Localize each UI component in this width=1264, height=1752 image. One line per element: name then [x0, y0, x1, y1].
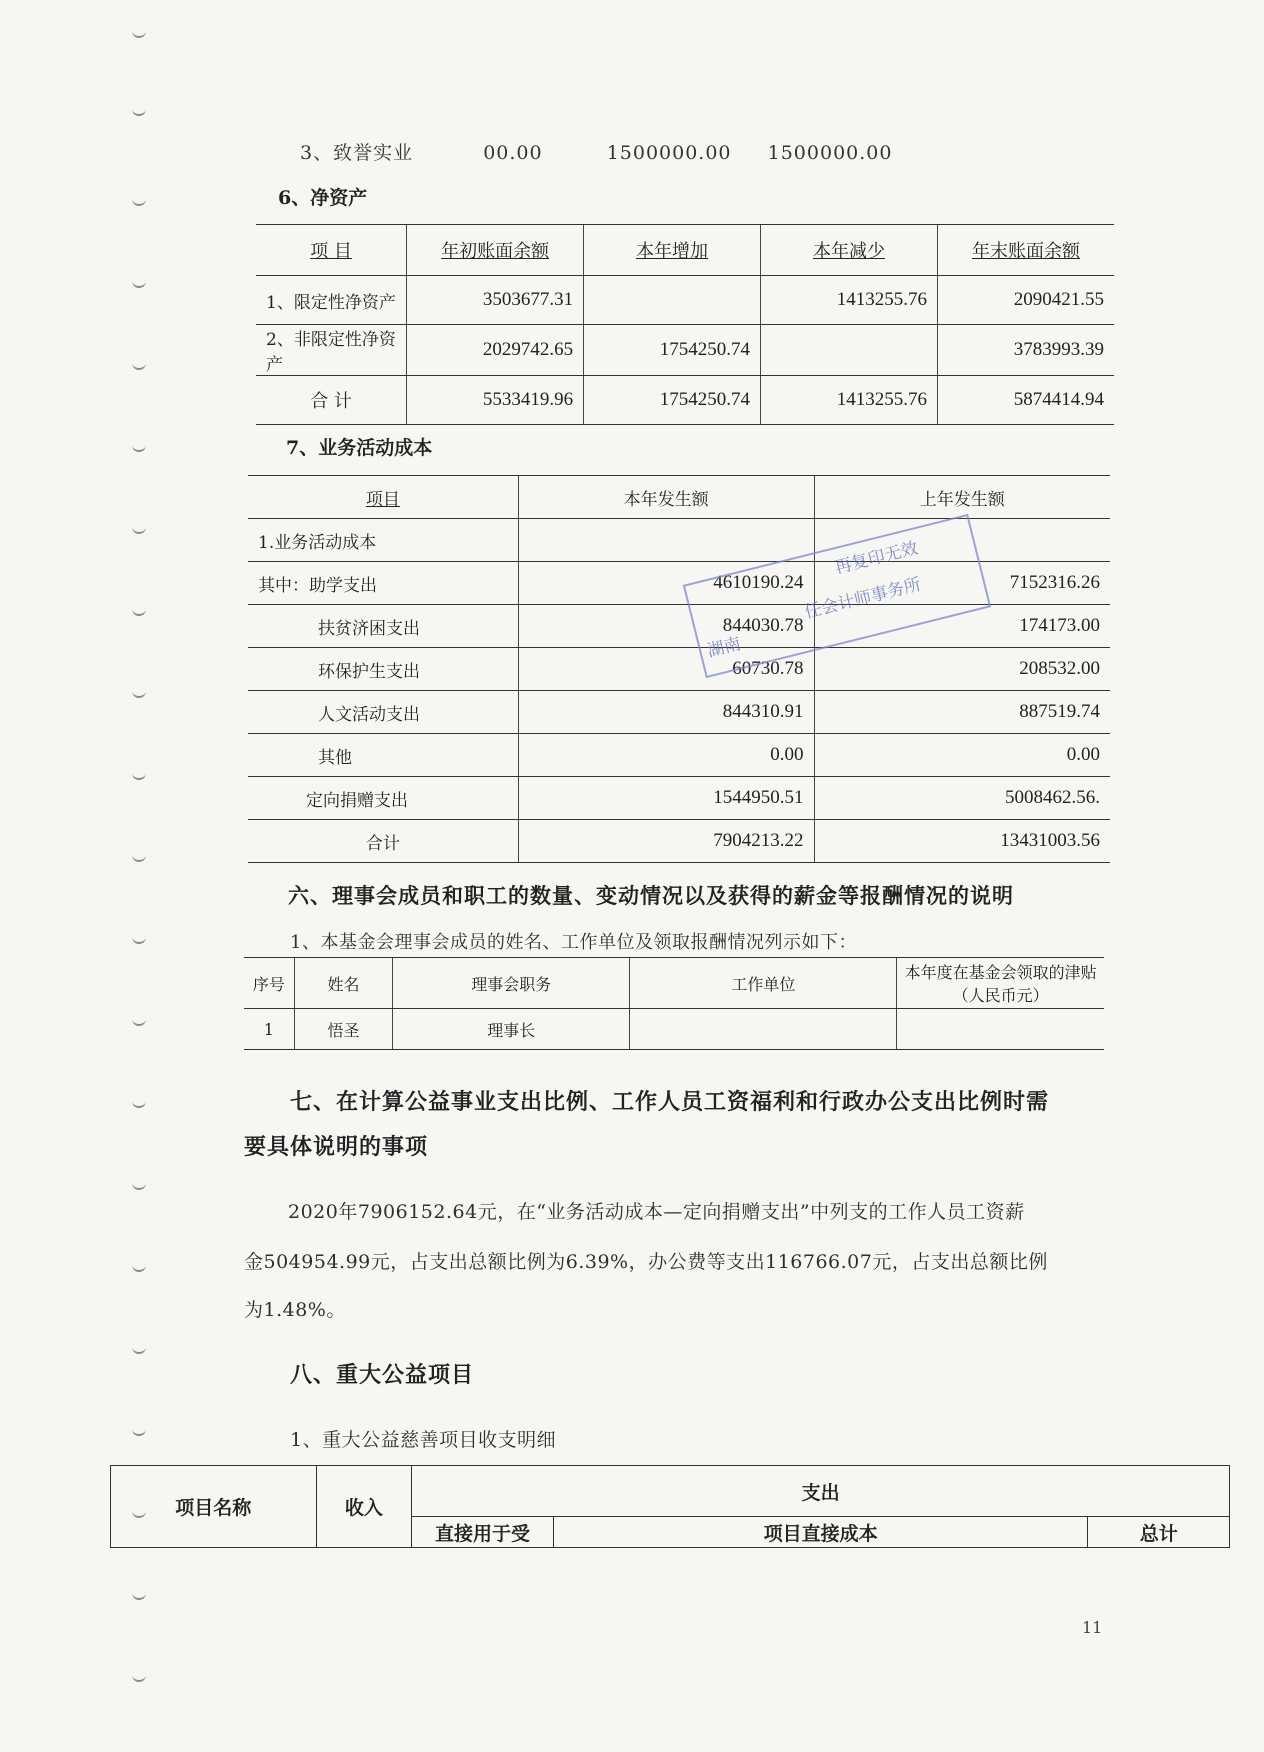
row-label: 1.业务活动成本 [248, 519, 518, 562]
row-label: 合 计 [256, 376, 407, 425]
cell: 0.00 [814, 734, 1110, 777]
header-cell: 年初账面余额 [407, 225, 584, 276]
donor-value-1: 00.00 [483, 142, 543, 164]
header-cell: 直接用于受 [412, 1517, 554, 1548]
header-cell: 支出 [412, 1466, 1230, 1517]
table-row [248, 691, 1110, 734]
cell [584, 276, 761, 325]
table-header-row [111, 1466, 1230, 1517]
row-label: 2、非限定性净资产 [256, 325, 407, 376]
cell: 844310.91 [518, 691, 814, 734]
cell: 60730.78 [518, 648, 814, 691]
row-label: 1、限定性净资产 [256, 276, 407, 325]
row-label: 人文活动支出 [248, 691, 518, 734]
header-cell: 本年增加 [584, 225, 761, 276]
header-cell: 收入 [316, 1466, 412, 1548]
table-row [248, 734, 1110, 777]
header-cell: 工作单位 [630, 958, 897, 1009]
cell: 悟圣 [294, 1009, 392, 1050]
header-cell: 姓名 [294, 958, 392, 1009]
header-cell: 本年减少 [761, 225, 938, 276]
table-row [248, 519, 1110, 562]
cell: 7152316.26 [814, 562, 1110, 605]
board-members-table [244, 957, 1104, 1050]
donor-line [300, 138, 892, 165]
section7-para-line3: 为1.48%。 [244, 1299, 346, 1321]
row-label: 其中：助学支出 [248, 562, 518, 605]
header-cell: 上年发生额 [814, 476, 1110, 519]
section8-heading: 八、重大公益项目 [290, 1362, 475, 1388]
row-label: 合计 [248, 820, 518, 863]
stamp-text: 任会计师事务所 [802, 574, 924, 623]
cell: 1413255.76 [761, 376, 938, 425]
page-number: 11 [1082, 1618, 1103, 1637]
business-cost-table [248, 475, 1110, 863]
net-assets-table [256, 224, 1114, 425]
cell: 2029742.65 [407, 325, 584, 376]
cell: 1544950.51 [518, 777, 814, 820]
table-row [244, 1009, 1104, 1050]
section7-heading-line2: 要具体说明的事项 [244, 1134, 429, 1160]
cell [518, 519, 814, 562]
major-projects-table [110, 1465, 1230, 1548]
cell [630, 1009, 897, 1050]
cell: 5533419.96 [407, 376, 584, 425]
cell [761, 325, 938, 376]
cell: 1754250.74 [584, 376, 761, 425]
header-cell: 项目直接成本 [553, 1517, 1088, 1548]
stamp-text: 再复印无效 [832, 538, 921, 579]
section7-para-line1: 2020年7906152.64元，在“业务活动成本—定向捐赠支出”中列支的工作人员工资薪 [288, 1201, 1025, 1223]
row-label: 其他 [248, 734, 518, 777]
cell [897, 1009, 1104, 1050]
cell: 理事长 [393, 1009, 630, 1050]
section6-subheading: 1、本基金会理事会成员的姓名、工作单位及领取报酬情况列示如下： [290, 932, 857, 953]
table-row [256, 376, 1114, 425]
table-row [248, 820, 1110, 863]
table-header-row [248, 476, 1110, 519]
header-cell: 理事会职务 [393, 958, 630, 1009]
stamp-text: 湖南 [705, 634, 744, 662]
section6-heading: 六、理事会成员和职工的数量、变动情况以及获得的薪金等报酬情况的说明 [288, 883, 1014, 908]
cell: 1754250.74 [584, 325, 761, 376]
table-header-row [256, 225, 1114, 276]
table-row [248, 605, 1110, 648]
table-row [256, 276, 1114, 325]
cell: 1413255.76 [761, 276, 938, 325]
section8-subheading: 1、重大公益慈善项目收支明细 [290, 1429, 557, 1451]
business-cost-heading: 7、业务活动成本 [286, 437, 433, 459]
header-cell: 年末账面余额 [938, 225, 1115, 276]
row-label: 定向捐赠支出 [248, 777, 518, 820]
binding-margin [62, 0, 92, 1752]
table-row [248, 648, 1110, 691]
table-row [248, 777, 1110, 820]
header-cell: 本年发生额 [518, 476, 814, 519]
cell: 208532.00 [814, 648, 1110, 691]
header-cell: 项目名称 [111, 1466, 317, 1548]
header-cell: 序号 [244, 958, 294, 1009]
cell: 4610190.24 [518, 562, 814, 605]
cell: 174173.00 [814, 605, 1110, 648]
cell: 844030.78 [518, 605, 814, 648]
section7-para-line2: 金504954.99元，占支出总额比例为6.39%，办公费等支出116766.07元，占支出总额比例 [244, 1251, 1048, 1273]
table-row [256, 325, 1114, 376]
cell: 7904213.22 [518, 820, 814, 863]
header-cell: 本年度在基金会领取的津贴（人民币元） [897, 958, 1104, 1009]
cell: 3783993.39 [938, 325, 1115, 376]
table-header-row [244, 958, 1104, 1009]
cell: 1 [244, 1009, 294, 1050]
header-cell: 项 目 [256, 225, 407, 276]
cell: 887519.74 [814, 691, 1110, 734]
header-cell: 项目 [248, 476, 518, 519]
row-label: 环保护生支出 [248, 648, 518, 691]
cell: 3503677.31 [407, 276, 584, 325]
cell: 0.00 [518, 734, 814, 777]
header-cell: 总计 [1088, 1517, 1230, 1548]
net-assets-heading: 6、净资产 [278, 187, 368, 209]
donor-label: 3、致誉实业 [300, 142, 414, 164]
cell: 2090421.55 [938, 276, 1115, 325]
cell: 13431003.56 [814, 820, 1110, 863]
donor-value-3: 1500000.00 [767, 142, 893, 164]
cell: 5008462.56. [814, 777, 1110, 820]
section7-heading-line1: 七、在计算公益事业支出比例、工作人员工资福利和行政办公支出比例时需 [290, 1089, 1050, 1115]
row-label: 扶贫济困支出 [248, 605, 518, 648]
cell: 5874414.94 [938, 376, 1115, 425]
donor-value-2: 1500000.00 [606, 142, 732, 164]
